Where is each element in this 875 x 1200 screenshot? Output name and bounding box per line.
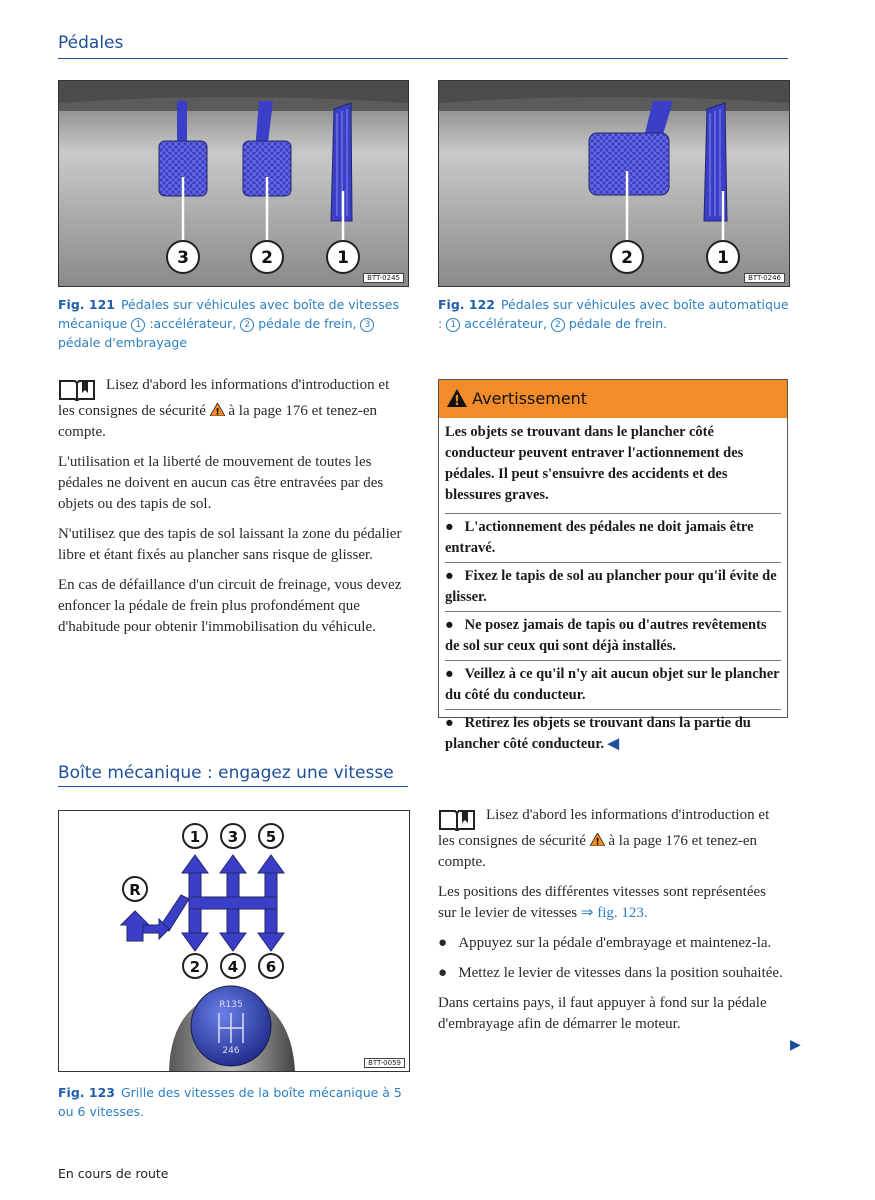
section-rule xyxy=(58,58,788,59)
figure-122-image xyxy=(438,80,790,287)
gear-reverse: R xyxy=(129,881,141,899)
gear-6: 6 xyxy=(265,958,277,976)
callout-3: 3 xyxy=(177,248,189,268)
gear-3: 3 xyxy=(227,828,239,846)
left-text-column: Lisez d'abord les informations d'introduction et les consignes de sécurité ! à la page 176 et tenez-en compte. L'utilisation et la liberté de mouvement de toutes les pédales ne doivent en aucun cas être entravées par des objets ou des tapis de sol. N'utilisez que des tapis de sol laissant la zone du pédalier libre et étant fixés au plancher sans risque de glisser. En cas de défaillance d'un circuit de freinage, vous devez enfoncer la pédale de frein plus profondément que d'habitude pour obtenir l'immobilisation du véhicule. xyxy=(58,375,408,647)
warning-bullet: ● Fixez le tapis de sol au plancher pour qu'il évite de glisser. xyxy=(445,562,781,608)
paragraph: Dans certains pays, il faut appuyer à fond sur la pédale d'embrayage afin de démarrer le moteur. xyxy=(438,995,767,1032)
end-marker-icon: ◀ xyxy=(607,736,619,752)
gear-4: 4 xyxy=(227,958,239,976)
warning-bullet: ● L'actionnement des pédales ne doit jamais être entravé. xyxy=(445,513,781,559)
warning-box xyxy=(438,379,788,752)
warning-triangle-icon xyxy=(590,833,605,846)
bullet-item: ● Appuyez sur la pédale d'embrayage et maintenez-la. xyxy=(438,935,772,951)
paragraph: Les positions des différentes vitesses sont représentées sur le levier de vitesses ⇒ fig. 123. xyxy=(438,884,766,921)
figure-number: Fig. 121 xyxy=(58,297,115,312)
book-icon xyxy=(58,375,96,401)
bullet-item: ● Mettez le levier de vitesses dans la position souhaitée. xyxy=(438,965,783,981)
figure-123-image xyxy=(58,810,410,1072)
callout-1: 1 xyxy=(717,248,729,268)
callout-2: 2 xyxy=(261,248,273,268)
section-title-boite-mecanique: Boîte mécanique : engagez une vitesse xyxy=(58,763,394,783)
figure-123-caption: Fig. 123 Grille des vitesses de la boîte mécanique à 5 ou 6 vitesses. xyxy=(58,1085,402,1119)
warning-body: Les objets se trouvant dans le plancher côté conducteur peuvent entraver l'actionnement des pédales. Il peut s'ensuivre des accidents et des blessures graves. ● L'actionnement des pédales ne doit jamais être entravé. ● Fixez le tapis de sol au plancher pour qu'il évite de glisser. ● Ne posez jamais de tapis ou d'autres revêtements de sol sur ceux qui sont déjà installés. ● Veillez à ce qu'il n'y ait aucun objet sur le plancher du côté du conducteur. ● Retirez les objets se trouvant dans la partie du plancher côté conducteur. ◀ xyxy=(439,418,787,755)
svg-text:!: ! xyxy=(454,394,460,407)
warning-bullet: ● Ne posez jamais de tapis ou d'autres revêtements de sol sur ceux qui sont déjà installés. xyxy=(445,611,781,657)
paragraph: N'utilisez que des tapis de sol laissant la zone du pédalier libre et étant fixés au plancher sans risque de glisser. xyxy=(58,526,402,563)
warning-triangle-icon xyxy=(210,403,225,416)
figure-number: Fig. 123 xyxy=(58,1085,115,1100)
knob-top-label: R135 xyxy=(219,1000,243,1010)
page-footer: En cours de route xyxy=(58,1166,169,1181)
figure-code: BTT-0245 xyxy=(363,273,404,283)
figure-122-caption: Fig. 122 Pédales sur véhicules avec boîte automatique : 1 accélérateur, 2 pédale de frein. xyxy=(438,297,789,331)
continue-arrow-icon: ▶ xyxy=(790,1037,801,1053)
figure-link[interactable]: ⇒ fig. 123. xyxy=(580,905,648,921)
figure-code: BTT-0246 xyxy=(744,273,785,283)
warning-header xyxy=(439,380,787,418)
warning-title: Avertissement xyxy=(472,389,588,408)
figure-121-caption: Fig. 121 Pédales sur véhicules avec boîte de vitesses mécanique 1 :accélérateur, 2 pédale de frein, 3 pédale d'embrayage xyxy=(58,297,399,350)
right-text-column: Lisez d'abord les informations d'introduction et les consignes de sécurité ! à la page 176 et tenez-en compte. Les positions des différentes vitesses sont représentées sur le levier de vitesses ⇒ fig. 123. ● Appuyez sur la pédale d'embrayage et maintenez-la. ● Mettez le levier de vitesses dans la position souhaitée. Dans certains pays, il faut appuyer à fond sur la pédale d'embrayage afin de démarrer le moteur. xyxy=(438,805,783,1044)
gear-5: 5 xyxy=(265,828,277,846)
warning-triangle-icon xyxy=(447,389,467,407)
gear-1: 1 xyxy=(189,828,201,846)
figure-number: Fig. 122 xyxy=(438,297,495,312)
warning-bullet: ● Retirez les objets se trouvant dans la partie du plancher côté conducteur. ◀ xyxy=(445,709,781,755)
warning-bullet: ● Veillez à ce qu'il n'y ait aucun objet sur le plancher du côté du conducteur. xyxy=(445,660,781,706)
section-title-pedales: Pédales xyxy=(58,33,124,53)
callout-1: 1 xyxy=(337,248,349,268)
figure-code: BTT-0059 xyxy=(364,1058,405,1068)
knob-bottom-label: 246 xyxy=(222,1046,240,1056)
svg-text:!: ! xyxy=(215,407,220,416)
paragraph: L'utilisation et la liberté de mouvement de toutes les pédales ne doivent en aucun cas être entravées par des objets ou des tapis de sol. xyxy=(58,454,384,512)
figure-121-image xyxy=(58,80,409,287)
section-rule xyxy=(58,786,408,787)
callout-2: 2 xyxy=(621,248,633,268)
book-icon xyxy=(438,805,476,831)
svg-text:!: ! xyxy=(595,837,600,846)
paragraph: En cas de défaillance d'un circuit de freinage, vous devez enfoncer la pédale de frein plus profondément que d'habitude pour obtenir l'immobilisation du véhicule. xyxy=(58,577,402,635)
gear-2: 2 xyxy=(189,958,201,976)
